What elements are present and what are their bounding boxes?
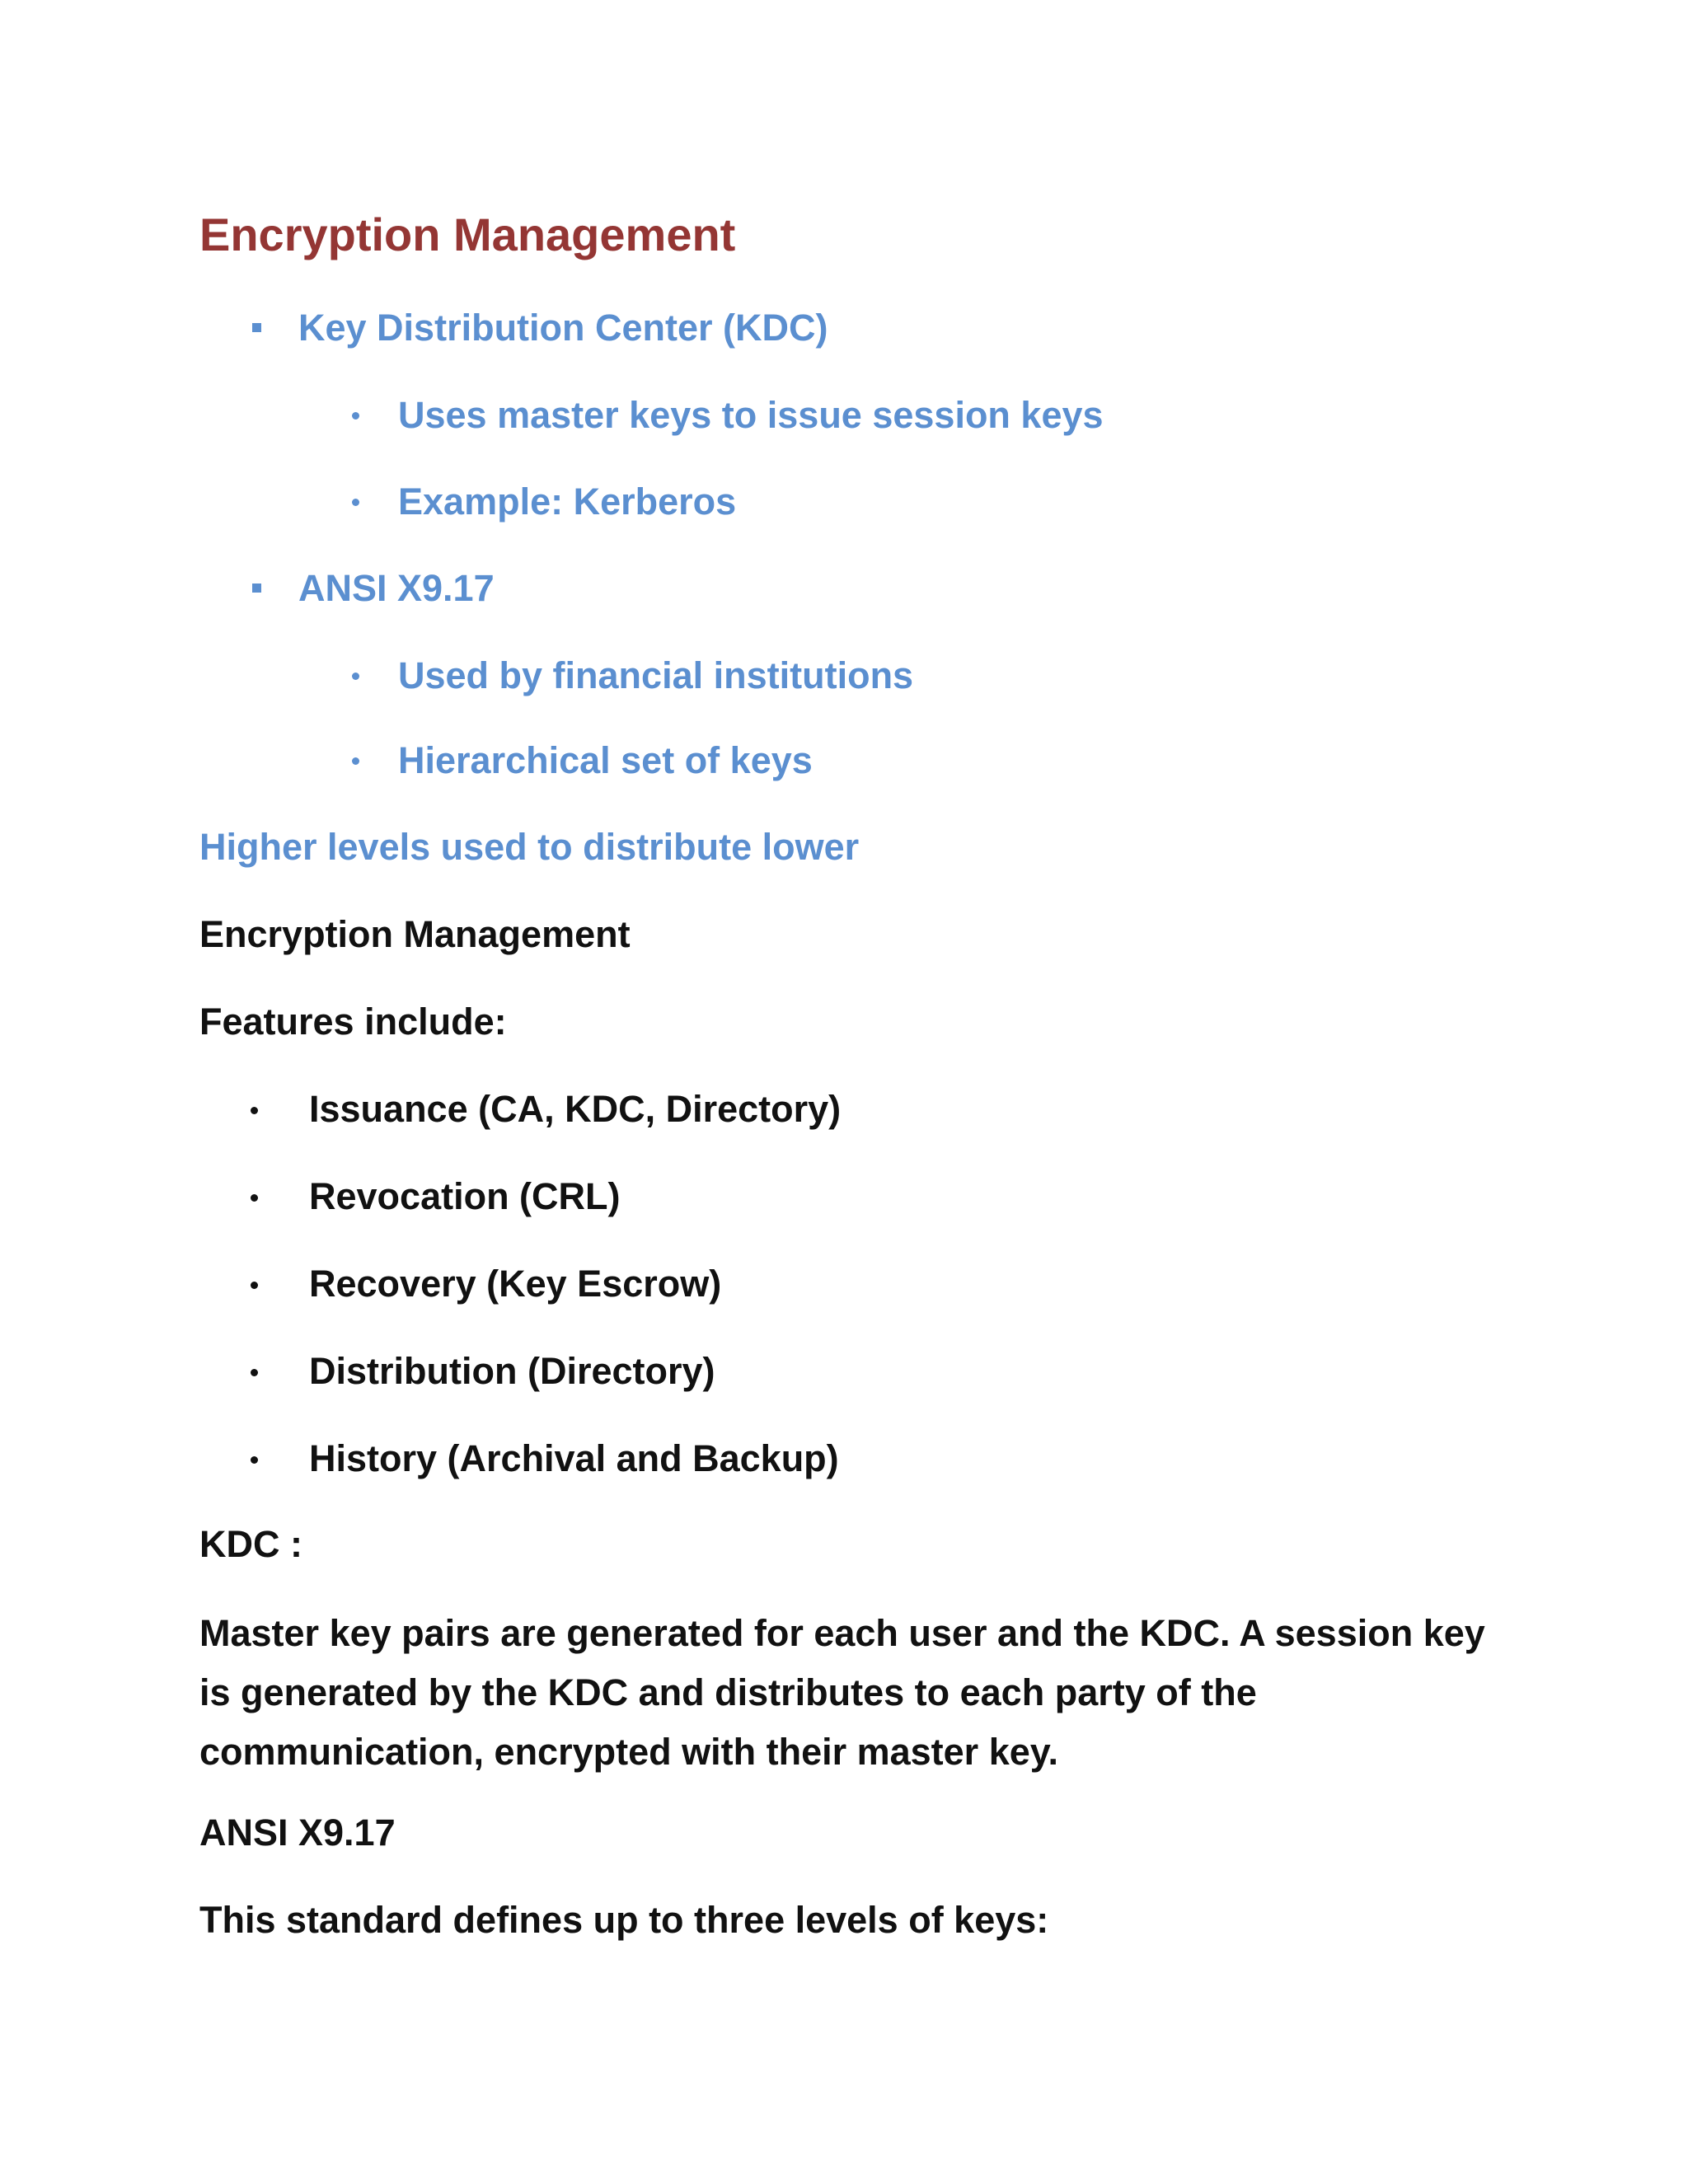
- kdc-heading: KDC :: [199, 1523, 302, 1565]
- feature-item: Recovery (Key Escrow): [309, 1263, 722, 1305]
- features-intro: Features include:: [199, 1001, 507, 1043]
- outline-subitem: Used by financial institutions: [398, 654, 914, 696]
- page-title: Encryption Management: [199, 209, 736, 260]
- bullet-icon: [251, 1107, 258, 1114]
- bullet-icon: [251, 1456, 258, 1464]
- square-bullet-icon: [252, 583, 261, 593]
- bullet-icon: [251, 1369, 258, 1376]
- bullet-icon: [352, 757, 359, 765]
- bullet-icon: [352, 412, 359, 419]
- bullet-icon: [251, 1194, 258, 1202]
- bullet-icon: [251, 1282, 258, 1289]
- ansi-heading: ANSI X9.17: [199, 1811, 396, 1854]
- outline-item-kdc: Key Distribution Center (KDC): [298, 307, 828, 349]
- outline-tail-text: Higher levels used to distribute lower: [199, 826, 860, 868]
- outline-subitem: Uses master keys to issue session keys: [398, 394, 1104, 436]
- bullet-icon: [352, 499, 359, 506]
- feature-item: Issuance (CA, KDC, Directory): [309, 1088, 842, 1130]
- ansi-body: This standard defines up to three levels of keys:: [199, 1899, 1049, 1941]
- section-heading: Encryption Management: [199, 913, 631, 955]
- feature-item: Revocation (CRL): [309, 1175, 621, 1217]
- square-bullet-icon: [252, 323, 261, 332]
- kdc-paragraph: Master key pairs are generated for each user and the KDC. A session key is generated by the KDC and distributes to each party of the communication, encrypted with their master key.: [199, 1612, 1485, 1773]
- bullet-icon: [352, 673, 359, 680]
- outline-subitem: Hierarchical set of keys: [398, 739, 813, 781]
- outline-subitem: Example: Kerberos: [398, 480, 737, 523]
- feature-item: Distribution (Directory): [309, 1350, 715, 1392]
- feature-item: History (Archival and Backup): [309, 1437, 839, 1479]
- outline-item-ansi: ANSI X9.17: [298, 567, 495, 609]
